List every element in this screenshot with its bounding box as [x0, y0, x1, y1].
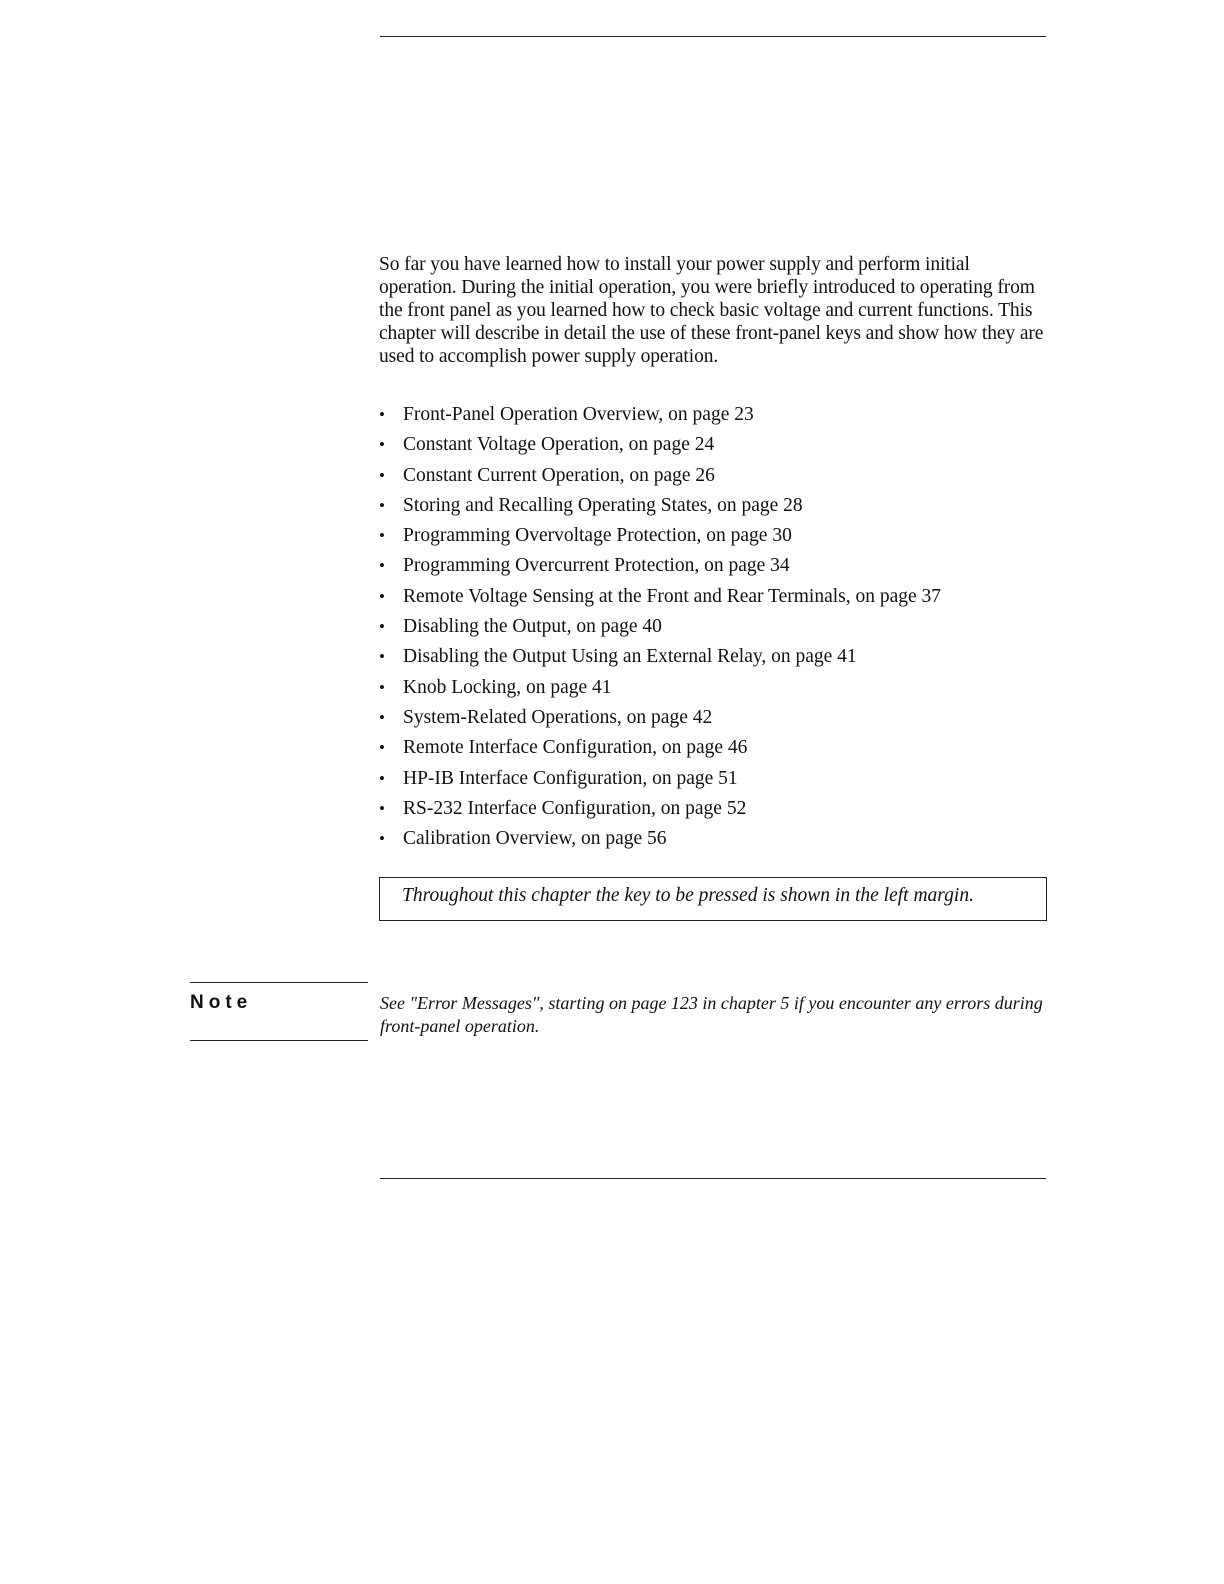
bullet-icon: • [379, 435, 385, 455]
list-item [379, 796, 1059, 826]
note-text: See "Error Messages", starting on page 123 in chapter 5 if you encounter any errors during front-panel operation. [380, 993, 1043, 1036]
list-item-text: Storing and Recalling Operating States, on page 28 [403, 494, 803, 516]
note-rule-top [190, 982, 368, 983]
list-item [379, 523, 1059, 553]
note-rule-bottom [190, 1040, 368, 1041]
list-item [379, 675, 1059, 705]
list-item [379, 614, 1059, 644]
bullet-icon: • [379, 617, 385, 637]
top-rule [380, 36, 1046, 37]
list-item-text: Disabling the Output Using an External Relay, on page 41 [403, 646, 857, 668]
bottom-rule [380, 1178, 1046, 1179]
list-item-text: Programming Overcurrent Protection, on page 34 [403, 555, 790, 577]
list-item-text: Remote Interface Configuration, on page 46 [403, 737, 748, 759]
bullet-icon: • [379, 405, 385, 424]
tip-text: Throughout this chapter the key to be pressed is shown in the left margin. [402, 885, 974, 906]
topic-list [379, 402, 1059, 856]
bullet-icon: • [379, 495, 385, 515]
list-item-text: System-Related Operations, on page 42 [403, 706, 713, 728]
bullet-icon: • [379, 829, 385, 849]
list-item-text: Front-Panel Operation Overview, on page 23 [403, 404, 754, 425]
list-item-text: Constant Voltage Operation, on page 24 [403, 434, 715, 456]
bullet-icon: • [379, 647, 385, 667]
bullet-icon: • [379, 768, 385, 788]
bullet-icon: • [379, 526, 385, 546]
list-item [379, 705, 1059, 735]
bullet-icon: • [379, 798, 385, 818]
list-item-text: Calibration Overview, on page 56 [403, 828, 667, 850]
list-item [379, 493, 1059, 523]
bullet-icon: • [379, 586, 385, 606]
list-item [379, 463, 1059, 493]
list-item [379, 553, 1059, 583]
intro-paragraph: So far you have learned how to install your power supply and perform initial operation. During the initial operation, you were briefly introduced to operating from the front panel as you learned how to check basic voltage and current functions. This chapter will describe in detail the use of these front-panel keys and show how they are used to accomplish power supply operation. [379, 254, 1044, 367]
list-item-text: Remote Voltage Sensing at the Front and Rear Terminals, on page 37 [403, 585, 942, 607]
list-item [379, 735, 1059, 765]
list-item-text: Constant Current Operation, on page 26 [403, 464, 715, 486]
list-item [379, 826, 1059, 856]
bullet-icon: • [379, 738, 385, 758]
list-item [379, 584, 1059, 614]
note-label: Note [190, 992, 253, 1013]
bullet-icon: • [379, 707, 385, 727]
list-item [379, 644, 1059, 674]
list-item-text: HP-IB Interface Configuration, on page 51 [403, 767, 738, 789]
bullet-icon: • [379, 465, 385, 485]
list-item-text: Disabling the Output, on page 40 [403, 616, 662, 638]
list-item [379, 432, 1059, 462]
bullet-icon: • [379, 556, 385, 576]
tip-box [379, 877, 1047, 921]
list-item [379, 402, 1059, 432]
list-item-text: Programming Overvoltage Protection, on page 30 [403, 525, 792, 547]
list-item [379, 766, 1059, 796]
list-item-text: RS-232 Interface Configuration, on page 52 [403, 797, 747, 819]
list-item-text: Knob Locking, on page 41 [403, 676, 612, 698]
bullet-icon: • [379, 677, 385, 697]
